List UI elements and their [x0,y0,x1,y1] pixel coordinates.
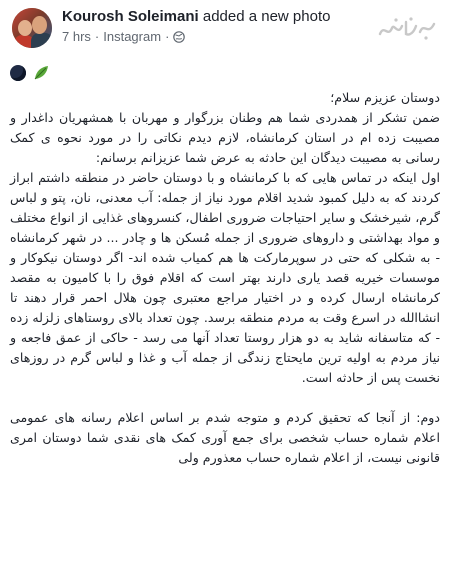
emoji-row [10,62,440,84]
post-action-text: added a new photo [198,8,331,25]
globe-icon[interactable] [173,31,185,43]
post-header [0,0,450,58]
post-meta [62,29,185,44]
post-paragraph-1: ضمن تشکر از همدردی شما هم وطنان بزرگوار و مهربان با همشهریان داغدار و مصیبت زده ام در استان کرمانشاه، لازم دیدم نکاتی را در مورد نحوه ی کمک رسانی به مصیبت دیدگان این حادثه به عرض شما عزیزانم برسانم: [10,110,440,165]
post-body [10,62,440,468]
avatar[interactable] [12,8,52,48]
meta-separator: · [94,29,100,44]
site-logo [376,14,438,42]
post-paragraph-3: دوم: از آنجا که تحقیق کردم و متوجه شدم بر اساس اعلام رسانه های عمومی اعلام شماره حساب شخصی برای جمع آوری کمک های نقدی شما دوستان امری قانونی نیست، از اعلام شماره حساب معذورم ولی [10,410,440,465]
author-name[interactable]: Kourosh Soleimani [62,8,199,25]
post-greeting: دوستان عزیزم سلام؛ [330,90,440,105]
paragraph-spacer [10,388,440,408]
leaf-emoji-icon [32,64,50,82]
post-paragraph-2: اول اینکه در تماس هایی که با کرمانشاه و با دوستان حاضر در منطقه داشتم ابراز کردند که به دلیل کمبود شدید اقلام مورد نیاز از جمله: آب معدنی، نان، پتو و لباس گرم، شیرخشک و سایر احتیاجات ضروری اطفال، کنسروهای غذایی از انواع مختلف و مواد بهداشتی و داروهای ضروری از جمله مُسکن ها و چادر ... در شهر کرمانشاه - به شکلی که حتی در سوپرمارکت ها هم کمیاب شده اند- اگر دوستان نیکوکار و موسسات خیریه قصد یاری دارند بهتر است که اقلام فوق را با کامیون به مقصد کرمانشاه ارسال کرده و در اختیار مراجع معتبری چون هلال احمر قرار دهند تا انشاالله در اسرع وقت به مردم منطقه برسد. چون تعداد بالای روستاهای زلزله زده - که متاسفانه شاید به دو هزار روستا تعداد آنها می رسد - حاکی از عمق فاجعه و نیاز مردم به اولیه ترین مایحتاج زندگی از جمله آب و غذا و لباس گرم در روزهای نخست پس از حادثه است. [10,170,440,385]
post-timestamp[interactable]: 7 hrs [62,29,91,44]
meta-separator: · [165,29,170,44]
post-author-line [62,8,330,25]
post-source: Instagram [103,29,162,44]
black-circle-emoji-icon [10,65,26,81]
